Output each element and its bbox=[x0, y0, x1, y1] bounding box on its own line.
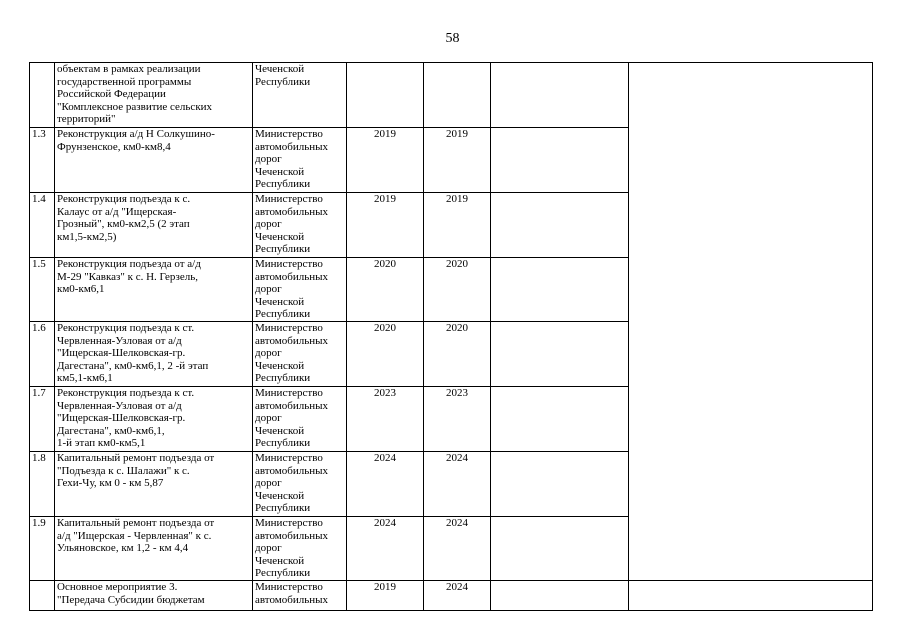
measure-name-cell: Реконструкция подъезда от а/д М-29 "Кавказ" к с. Н. Герзель, км0-км6,1 bbox=[55, 258, 253, 322]
result-cell bbox=[491, 128, 629, 193]
executor-cell: Министерство автомобильных дорог Чеченской Республики bbox=[253, 128, 347, 193]
start-year-cell: 2020 bbox=[347, 258, 424, 322]
table-row bbox=[30, 517, 873, 581]
row-number-cell bbox=[30, 63, 55, 128]
note-cell bbox=[629, 581, 873, 611]
table-row bbox=[30, 387, 873, 452]
executor-cell: Министерство автомобильных дорог Чеченской Республики bbox=[253, 258, 347, 322]
result-cell bbox=[491, 63, 629, 128]
table-row bbox=[30, 258, 873, 322]
measure-name-cell: Реконструкция подъезда к с. Калаус от а/д "Ищерская- Грозный", км0-км2,5 (2 этап км1,5-км2,5) bbox=[55, 193, 253, 258]
result-cell bbox=[491, 193, 629, 258]
measure-name-cell: Капитальный ремонт подъезда от "Подъезда к с. Шалажи" к с. Гехи-Чу, км 0 - км 5,87 bbox=[55, 452, 253, 517]
executor-cell: Министерство автомобильных дорог Чеченской Республики bbox=[253, 452, 347, 517]
start-year-cell: 2024 bbox=[347, 517, 424, 581]
end-year-cell bbox=[424, 63, 491, 128]
table-row bbox=[30, 452, 873, 517]
row-number-cell: 1.5 bbox=[30, 258, 55, 322]
row-number-cell bbox=[30, 581, 55, 611]
note-cell bbox=[629, 517, 873, 581]
row-number-cell: 1.8 bbox=[30, 452, 55, 517]
end-year-cell: 2020 bbox=[424, 322, 491, 387]
result-cell bbox=[491, 517, 629, 581]
result-cell bbox=[491, 452, 629, 517]
measure-name-cell: Реконструкция подъезда к ст. Червленная-Узловая от а/д "Ищерская-Шелковская-гр. Дагестана", км0-км6,1, 2 -й этап км5,1-км6,1 bbox=[55, 322, 253, 387]
row-number-cell: 1.7 bbox=[30, 387, 55, 452]
start-year-cell: 2020 bbox=[347, 322, 424, 387]
table-row bbox=[30, 322, 873, 387]
start-year-cell: 2023 bbox=[347, 387, 424, 452]
note-cell bbox=[629, 63, 873, 128]
end-year-cell: 2024 bbox=[424, 452, 491, 517]
result-cell bbox=[491, 387, 629, 452]
start-year-cell: 2019 bbox=[347, 193, 424, 258]
end-year-cell: 2024 bbox=[424, 581, 491, 611]
executor-cell: Чеченской Республики bbox=[253, 63, 347, 128]
page-number: 58 bbox=[445, 31, 460, 46]
measure-name-cell: Реконструкция а/д Н Солкушино- Фрунзенское, км0-км8,4 bbox=[55, 128, 253, 193]
note-cell bbox=[629, 387, 873, 452]
end-year-cell: 2019 bbox=[424, 193, 491, 258]
note-cell bbox=[629, 193, 873, 258]
executor-cell: Министерство автомобильных дорог Чеченской Республики bbox=[253, 387, 347, 452]
note-cell bbox=[629, 258, 873, 322]
end-year-cell: 2020 bbox=[424, 258, 491, 322]
table-row bbox=[30, 63, 873, 128]
row-number-cell: 1.6 bbox=[30, 322, 55, 387]
measure-name-cell: Реконструкция подъезда к ст. Червленная-Узловая от а/д "Ищерская-Шелковская-гр. Дагестана", км0-км6,1, 1-й этап км0-км5,1 bbox=[55, 387, 253, 452]
end-year-cell: 2024 bbox=[424, 517, 491, 581]
table-row bbox=[30, 193, 873, 258]
table-row bbox=[30, 581, 873, 611]
table-row bbox=[30, 128, 873, 193]
start-year-cell: 2019 bbox=[347, 581, 424, 611]
measure-name-cell: Основное мероприятие 3. "Передача Субсидии бюджетам bbox=[55, 581, 253, 611]
result-cell bbox=[491, 322, 629, 387]
result-cell bbox=[491, 581, 629, 611]
end-year-cell: 2019 bbox=[424, 128, 491, 193]
executor-cell: Министерство автомобильных bbox=[253, 581, 347, 611]
start-year-cell: 2024 bbox=[347, 452, 424, 517]
executor-cell: Министерство автомобильных дорог Чеченской Республики bbox=[253, 517, 347, 581]
start-year-cell bbox=[347, 63, 424, 128]
measure-name-cell: Капитальный ремонт подъезда от а/д "Ищерская - Червленная" к с. Ульяновское, км 1,2 - км 4,4 bbox=[55, 517, 253, 581]
executor-cell: Министерство автомобильных дорог Чеченской Республики bbox=[253, 193, 347, 258]
note-cell bbox=[629, 452, 873, 517]
note-cell bbox=[629, 128, 873, 193]
note-cell bbox=[629, 322, 873, 387]
row-number-cell: 1.4 bbox=[30, 193, 55, 258]
executor-cell: Министерство автомобильных дорог Чеченской Республики bbox=[253, 322, 347, 387]
row-number-cell: 1.9 bbox=[30, 517, 55, 581]
row-number-cell: 1.3 bbox=[30, 128, 55, 193]
result-cell bbox=[491, 258, 629, 322]
start-year-cell: 2019 bbox=[347, 128, 424, 193]
program-table bbox=[29, 62, 873, 611]
end-year-cell: 2023 bbox=[424, 387, 491, 452]
measure-name-cell: объектам в рамках реализации государственной программы Российской Федерации "Комплексное развитие сельских территорий" bbox=[55, 63, 253, 128]
